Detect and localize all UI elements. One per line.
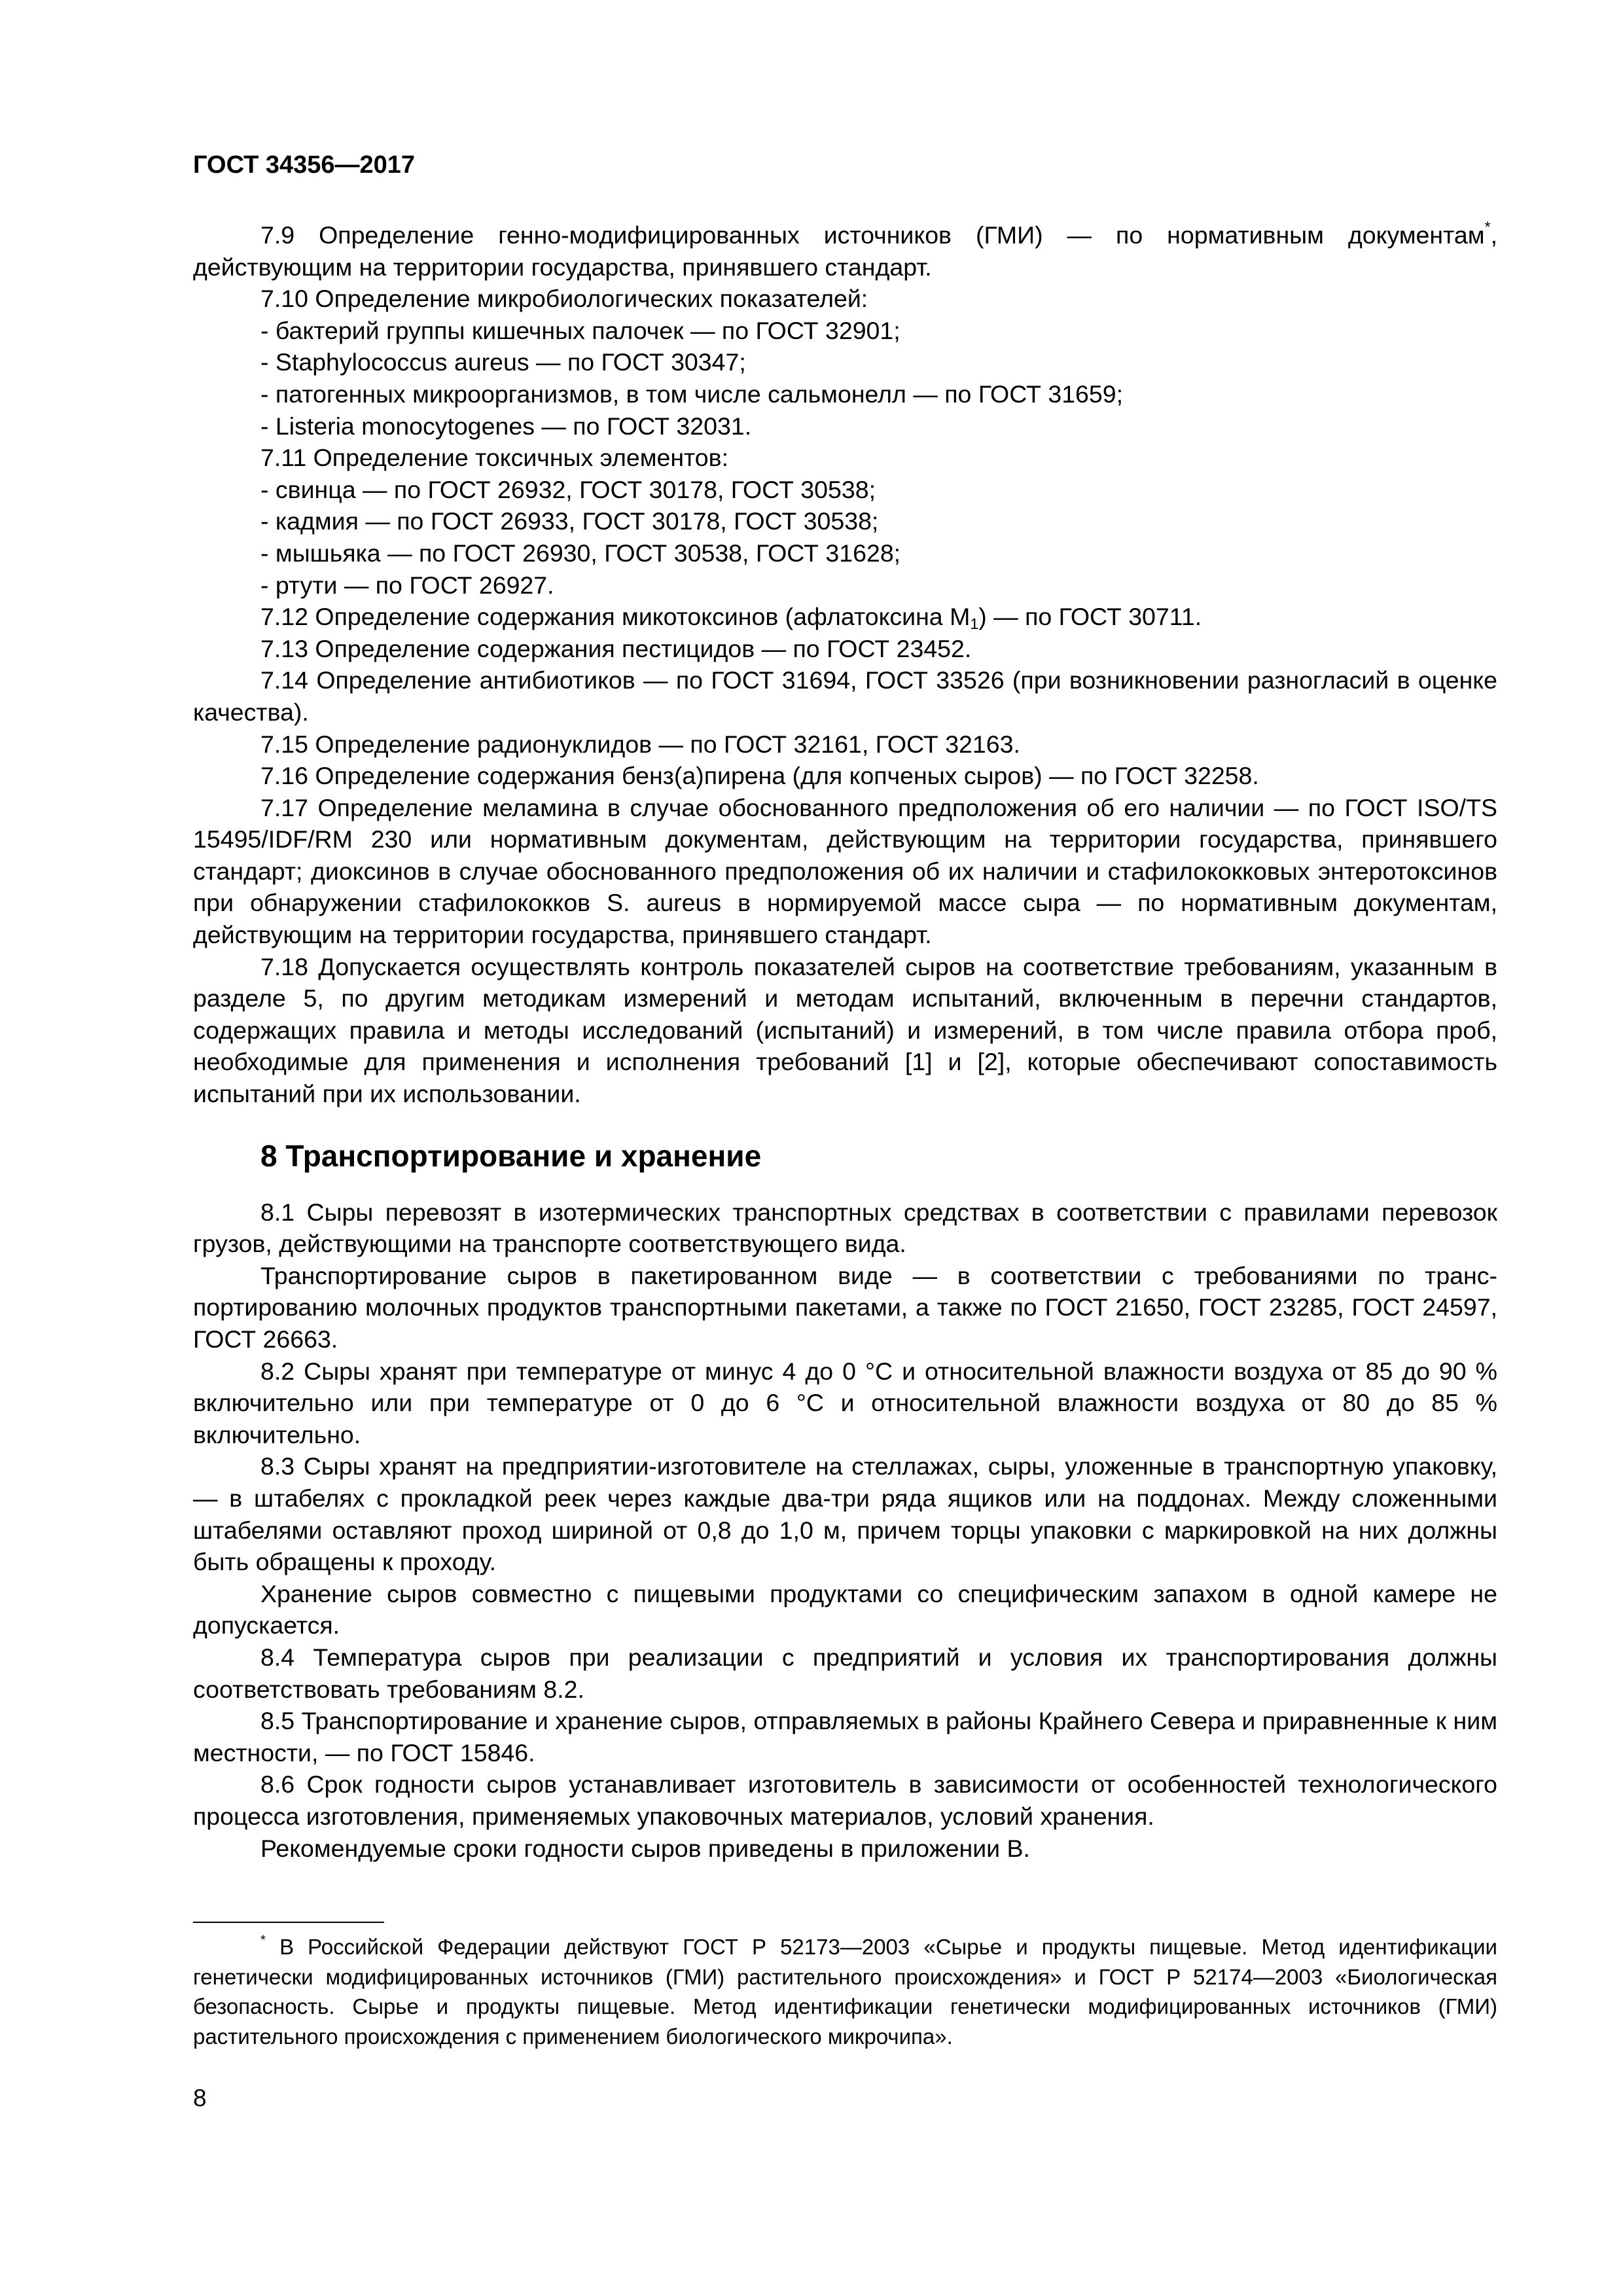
list-item: - бактерий группы кишечных палочек — по ГОСТ 32901;: [260, 316, 901, 344]
list-item: - патогенных микроорганизмов, в том числе сальмонелл — по ГОСТ 31659;: [260, 380, 1124, 408]
clause-7-13: 7.13 Определение содержания пестицидов — по ГОСТ 23452.: [260, 634, 972, 662]
footnote: * В Российской Федерации действуют ГОСТ Р 52173—2003 «Сырье и продукты пищевые. Метод идентификации генетически модифицированных источников (ГМИ) растительного происхождения» и ГОСТ Р 52174—2003 «Биологическая безопасность. Сырье и продукты пищевые. Метод идентификации генетически модифицированных источников (ГМИ) растительного происхождения с применением биологического микрочипа».: [193, 1932, 1497, 2049]
list-item: - ртути — по ГОСТ 26927.: [260, 571, 554, 599]
clause-8-4: 8.4 Температура сыров при реализации с предприятий и условия их транспортирования должны соответствовать требованиям 8.2.: [193, 1643, 1497, 1703]
clause-7-9: 7.9 Определение генно-модифицированных источников (ГМИ) — по нормативным документам*, действующим на территории государства, принявшего стандарт.: [193, 218, 1497, 281]
footnote-separator: [193, 1922, 384, 1923]
clause-7-17: 7.17 Определение меламина в случае обоснованного предположения об его наличии — по ГОСТ ISO/TS 15495/IDF/RM 230 или нормативным документам, действующим на территории государства, принявшего стандарт; диоксинов в случае обоснованного предположения об их наличии и стафилококковых энтеротоксинов при обнаружении стафилококков S. aureus в нормируемой массе сыра — по нормативным документам, действующим на территории государства, принявшего стандарт.: [193, 793, 1497, 949]
clause-7-12: 7.12 Определение содержания микотоксинов (афлатоксина $M_1$) — по ГОСТ 30711.: [260, 603, 1202, 632]
clause-7-16: 7.16 Определение содержания бенз(а)пирена (для копченых сыров) — по ГОСТ 32258.: [260, 762, 1259, 790]
list-item: - мышьяка — по ГОСТ 26930, ГОСТ 30538, ГОСТ 31628;: [260, 539, 901, 567]
clause-7-11-title: 7.11 Определение токсичных элементов:: [260, 444, 728, 472]
page-number: 8: [193, 2085, 207, 2111]
clause-8-2: 8.2 Сыры хранят при температуре от минус 4 до 0 °С и относительной влажности воздуха от 85 до 90 % включительно или при температуре от 0 до 6 °С и относительной влажности воздуха от 80 до 85 % включительно.: [193, 1357, 1497, 1448]
paragraph: Транспортирование сыров в пакетированном виде — в соответствии с требованиями по транспортированию молочных продуктов транспортными пакетами, а также по ГОСТ 21650, ГОСТ 23285, ГОСТ 24597, ГОСТ 26663.: [193, 1261, 1497, 1353]
clause-8-3: 8.3 Сыры хранят на предприятии-изготовителе на стеллажах, сыры, уложенные в транспортную упаковку, — в штабелях с прокладкой реек через каждые два-три ряда ящиков или на поддонах. Между сложенными штабелями оставляют проход шириной от 0,8 до 1,0 м, причем торцы упаковки с маркировкой на них должны быть обращены к проходу.: [193, 1452, 1497, 1576]
clause-7-15: 7.15 Определение радионуклидов — по ГОСТ 32161, ГОСТ 32163.: [260, 730, 1020, 758]
list-item: - Staphylococcus aureus — по ГОСТ 30347;: [260, 348, 746, 376]
clause-7-10-title: 7.10 Определение микробиологических показателей:: [260, 285, 868, 313]
clause-8-1: 8.1 Сыры перевозят в изотермических транспортных средствах в соответствии с правилами перевозок грузов, действующими на транспорте соответствующего вида.: [193, 1198, 1497, 1258]
clause-8-6: 8.6 Срок годности сыров устанавливает изготовитель в зависимости от особенностей технологического процесса изготовления, применяемых упаковочных материалов, условий хранения.: [193, 1770, 1497, 1830]
paragraph: Хранение сыров совместно с пищевыми продуктами со специфическим запахом в одной камере не допускается.: [193, 1579, 1497, 1640]
list-item: - Listeria monocytogenes — по ГОСТ 32031.: [260, 412, 752, 440]
section-8-heading: 8 Транспортирование и хранение: [260, 1138, 762, 1173]
document-header: ГОСТ 34356—2017: [193, 151, 416, 179]
paragraph: Рекомендуемые сроки годности сыров приведены в приложении В.: [260, 1834, 1030, 1862]
clause-7-18: 7.18 Допускается осуществлять контроль показателей сыров на соответствие требованиям, указанным в разделе 5, по другим методикам измерений и методам испытаний, включенным в перечни стандартов, содержащих правила и методы исследований (испытаний) и измерений, в том числе правила отбора проб, необходимые для применения и исполнения требований [1] и [2], которые обеспечивают сопоставимость испытаний при их использовании.: [193, 952, 1497, 1108]
footnote-marker: *: [1484, 218, 1491, 236]
clause-7-14: 7.14 Определение антибиотиков — по ГОСТ 31694, ГОСТ 33526 (при возникновении разногласий в оценке качества).: [193, 666, 1497, 726]
clause-8-5: 8.5 Транспортирование и хранение сыров, отправляемых в районы Крайнего Севера и приравненные к ним местности, — по ГОСТ 15846.: [193, 1707, 1497, 1767]
list-item: - кадмия — по ГОСТ 26933, ГОСТ 30178, ГОСТ 30538;: [260, 507, 879, 535]
footnote-marker: *: [260, 1932, 266, 1948]
list-item: - свинца — по ГОСТ 26932, ГОСТ 30178, ГОСТ 30538;: [260, 475, 876, 503]
document-body: [193, 219, 1497, 1864]
